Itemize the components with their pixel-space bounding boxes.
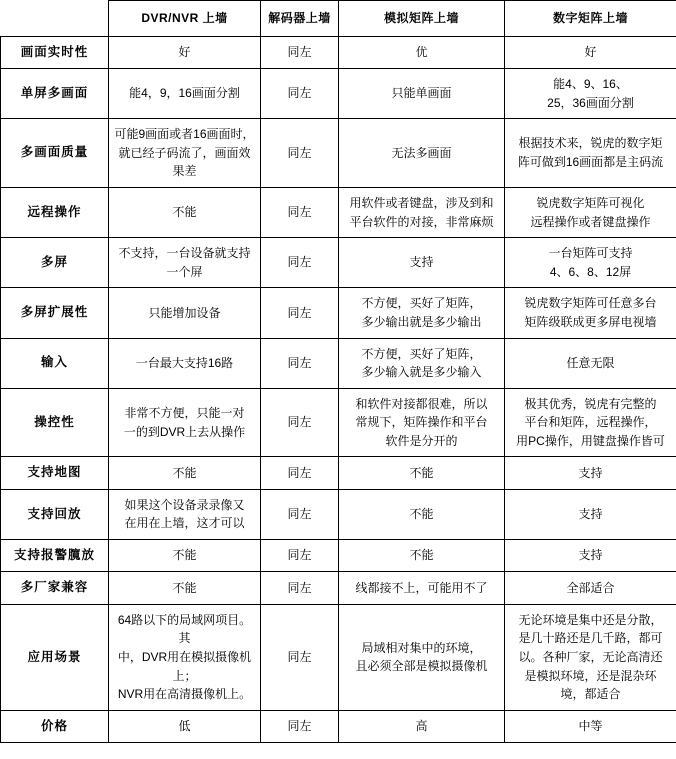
table-row [1, 338, 676, 388]
table-cell: 同左 [261, 604, 339, 710]
table-cell: 同左 [261, 540, 339, 572]
table-cell: 同左 [261, 119, 339, 188]
table-cell: 只能增加设备 [109, 288, 261, 338]
row-header: 支持报警臗放 [1, 540, 109, 572]
table-cell: 不能 [109, 572, 261, 604]
table-cell: 一台矩阵可支持 4、6、8、12屏 [505, 238, 676, 288]
table-cell: 同左 [261, 457, 339, 489]
table-cell: 同左 [261, 710, 339, 742]
table-cell: 同左 [261, 68, 339, 118]
table-row [1, 604, 676, 710]
table-cell: 不能 [339, 489, 505, 539]
table-row [1, 187, 676, 237]
table-cell: 同左 [261, 489, 339, 539]
table-cell: 极其优秀，锐虎有完整的 平台和矩阵，远程操作， 用PC操作，用键盘操作皆可 [505, 388, 676, 457]
table-cell: 中等 [505, 710, 676, 742]
table-row [1, 572, 676, 604]
row-header: 价格 [1, 710, 109, 742]
column-header-digital-matrix: 数字矩阵上墙 [505, 1, 676, 37]
row-header: 输入 [1, 338, 109, 388]
table-cell: 好 [109, 36, 261, 68]
table-cell: 锐虎数字矩阵可任意多台 矩阵级联成更多屏电视墙 [505, 288, 676, 338]
table-cell: 同左 [261, 288, 339, 338]
row-header: 单屏多画面 [1, 68, 109, 118]
row-header: 支持回放 [1, 489, 109, 539]
table-cell: 不能 [339, 540, 505, 572]
table-cell: 支持 [339, 238, 505, 288]
table-cell: 同左 [261, 572, 339, 604]
row-header: 多屏 [1, 238, 109, 288]
row-header: 多画面质量 [1, 119, 109, 188]
table-cell: 支持 [505, 457, 676, 489]
table-row [1, 388, 676, 457]
table-cell: 同左 [261, 388, 339, 457]
table-cell: 局域相对集中的环境， 且必须全部是模拟摄像机 [339, 604, 505, 710]
table-cell: 不能 [109, 457, 261, 489]
table-cell: 可能9画面或者16画面时， 就已经子码流了，画面效果差 [109, 119, 261, 188]
table-row [1, 489, 676, 539]
table-cell: 不方便，买好了矩阵， 多少输出就是多少输出 [339, 288, 505, 338]
table-row [1, 288, 676, 338]
row-header: 多厂家兼容 [1, 572, 109, 604]
table-cell: 不能 [109, 540, 261, 572]
table-row [1, 710, 676, 742]
table-cell: 非常不方便，只能一对 一的到DVR上去从操作 [109, 388, 261, 457]
table-cell: 无法多画面 [339, 119, 505, 188]
table-cell: 能4，9，16画面分割 [109, 68, 261, 118]
row-header: 多屏扩展性 [1, 288, 109, 338]
table-cell: 支持 [505, 489, 676, 539]
table-row [1, 238, 676, 288]
table-cell: 同左 [261, 36, 339, 68]
table-cell: 不方便，买好了矩阵， 多少输入就是多少输入 [339, 338, 505, 388]
table-cell: 好 [505, 36, 676, 68]
table-row [1, 36, 676, 68]
table-cell: 锐虎数字矩阵可视化 远程操作或者键盘操作 [505, 187, 676, 237]
column-header-dvr-nvr: DVR/NVR 上墙 [109, 1, 261, 37]
table-cell: 64路以下的局域网项目。其 中，DVR用在模拟摄像机上； NVR用在高清摄像机上。 [109, 604, 261, 710]
table-cell: 只能单画面 [339, 68, 505, 118]
row-header: 支持地图 [1, 457, 109, 489]
row-header: 应用场景 [1, 604, 109, 710]
table-cell: 和软件对接都很难，所以 常规下，矩阵操作和平台 软件是分开的 [339, 388, 505, 457]
table-cell: 全部适合 [505, 572, 676, 604]
table-cell: 同左 [261, 187, 339, 237]
table-cell: 根据技术来，锐虎的数字矩 阵可做到16画面都是主码流 [505, 119, 676, 188]
table-cell: 不能 [339, 457, 505, 489]
table-cell: 不支持，一台设备就支持一个屏 [109, 238, 261, 288]
table-cell: 高 [339, 710, 505, 742]
table-cell: 同左 [261, 338, 339, 388]
table-cell: 一台最大支持16路 [109, 338, 261, 388]
table-cell: 优 [339, 36, 505, 68]
column-header-analog-matrix: 模拟矩阵上墙 [339, 1, 505, 37]
table-cell: 用软件或者键盘，涉及到和 平台软件的对接，非常麻烦 [339, 187, 505, 237]
table-header-row [1, 1, 676, 37]
table-cell: 任意无限 [505, 338, 676, 388]
row-header: 操控性 [1, 388, 109, 457]
table-cell: 线都接不上，可能用不了 [339, 572, 505, 604]
table-cell: 支持 [505, 540, 676, 572]
table-row [1, 457, 676, 489]
table-cell: 能4、9、16、 25，36画面分割 [505, 68, 676, 118]
table-cell: 低 [109, 710, 261, 742]
table-body [1, 36, 676, 743]
table-header [1, 1, 676, 37]
table-cell: 如果这个设备录录像又 在用在上墙，这才可以 [109, 489, 261, 539]
row-header: 画面实时性 [1, 36, 109, 68]
table-row [1, 119, 676, 188]
table-row [1, 68, 676, 118]
column-header-decoder: 解码器上墙 [261, 1, 339, 37]
table-row [1, 540, 676, 572]
table-cell: 同左 [261, 238, 339, 288]
row-header: 远程操作 [1, 187, 109, 237]
table-corner-cell [1, 1, 109, 37]
table-cell: 无论环境是集中还是分散， 是几十路还是几千路，都可 以。各种厂家，无论高清还 是模拟环境，还是混杂环 境，都适合 [505, 604, 676, 710]
table-cell: 不能 [109, 187, 261, 237]
